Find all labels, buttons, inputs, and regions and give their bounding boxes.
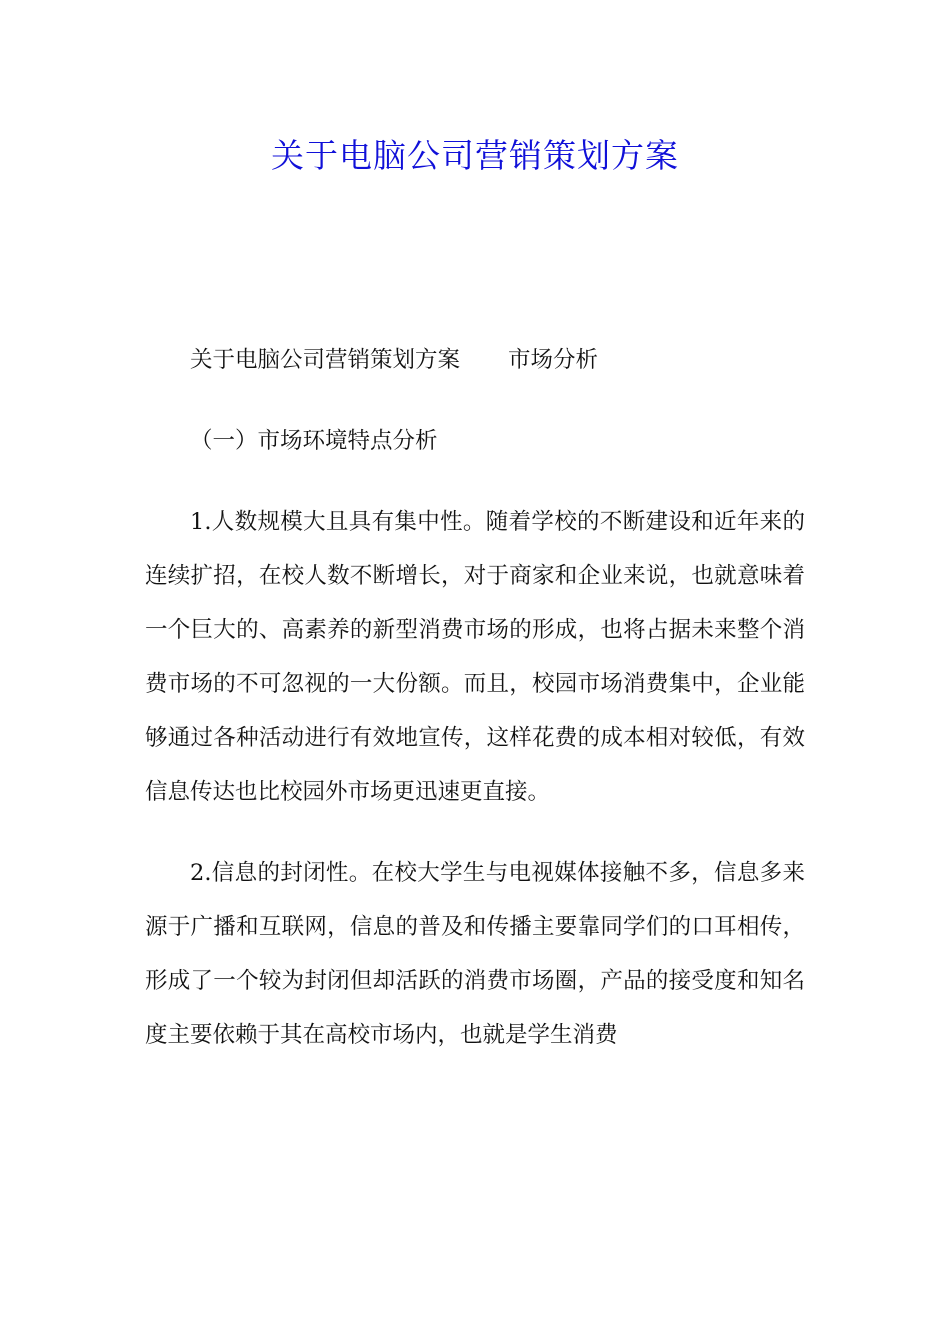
heading-left: 关于电脑公司营销策划方案: [190, 347, 461, 373]
heading-line: [145, 333, 805, 387]
heading-right: 市场分析: [508, 347, 599, 373]
document-body: [145, 333, 805, 1089]
document-title: 关于电脑公司营销策划方案: [271, 136, 679, 175]
paragraph-2: 2.信息的封闭性。在校大学生与电视媒体接触不多，信息多来源于广播和互联网，信息的普及和传播主要靠同学们的口耳相传，形成了一个较为封闭但却活跃的消费市场圈，产品的接受度和知名度主要依赖于其在高校市场内，也就是学生消费: [145, 860, 805, 1048]
section-heading: （一）市场环境特点分析: [190, 428, 438, 454]
paragraph-1: 1.人数规模大且具有集中性。随着学校的不断建设和近年来的连续扩招，在校人数不断增长，对于商家和企业来说，也就意味着一个巨大的、高素养的新型消费市场的形成，也将占据未来整个消费市场的不可忽视的一大份额。而且，校园市场消费集中，企业能够通过各种活动进行有效地宣传，这样花费的成本相对较低，有效信息传达也比校园外市场更迅速更直接。: [145, 509, 805, 805]
